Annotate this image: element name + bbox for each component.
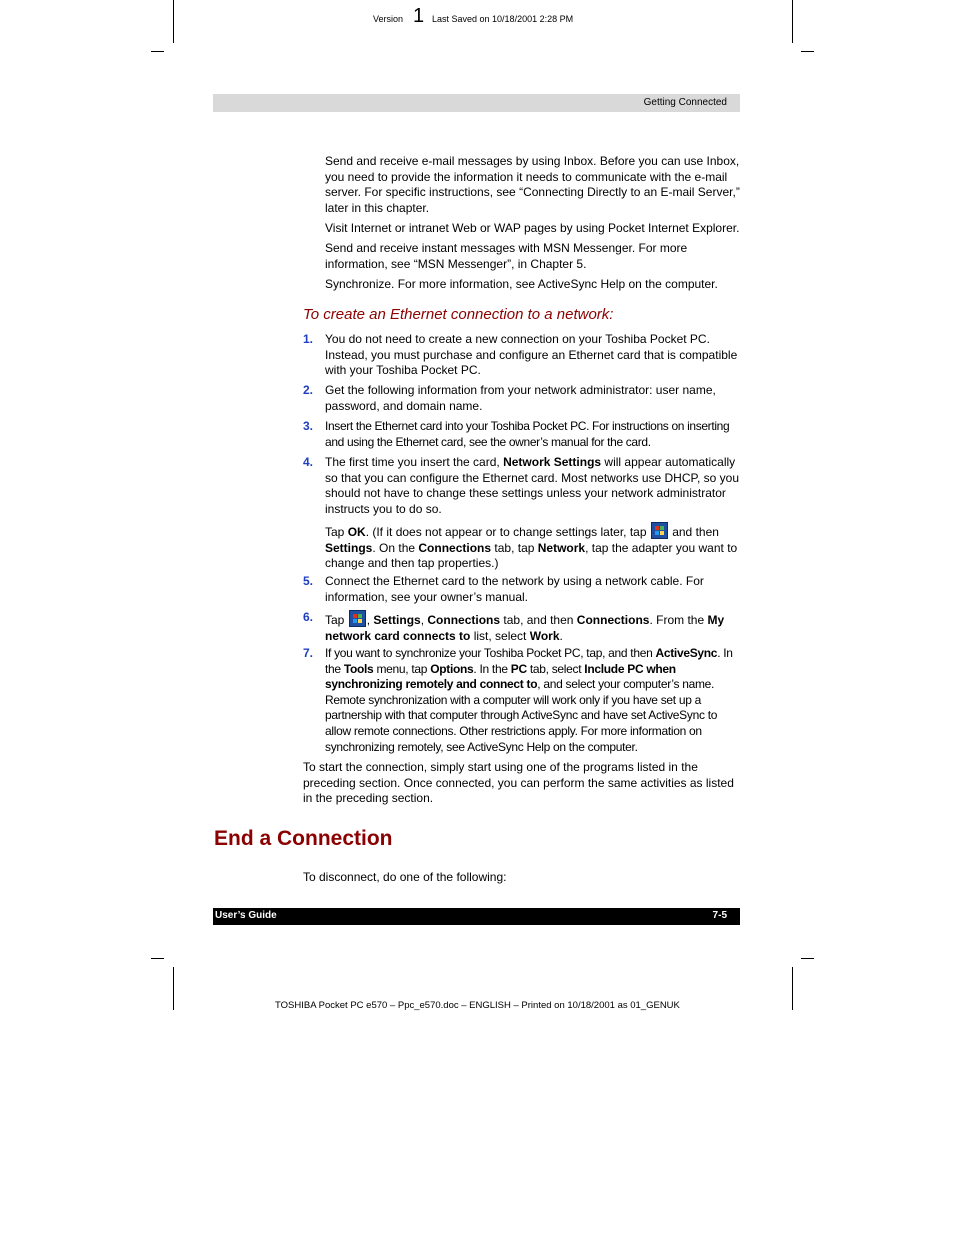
step-number: 2.	[303, 383, 314, 397]
last-saved: Last Saved on 10/18/2001 2:28 PM	[432, 14, 574, 24]
step-text: You do not need to create a new connection on your Toshiba Pocket PC. Instead, you must purchase and configure an Ethernet card that is compatible with your Toshiba Pocket PC.	[325, 332, 738, 378]
step-number: 4.	[303, 455, 314, 469]
windows-start-icon	[651, 522, 668, 539]
intro-item: Synchronize. For more information, see ActiveSync Help on the computer.	[325, 277, 718, 291]
step-number: 6.	[303, 610, 314, 624]
crop-mark	[792, 967, 793, 1010]
closing-paragraph: To start the connection, simply start using one of the programs listed in the preceding section. Once connected, you can perform the same activities as listed in the preceding section.	[303, 760, 734, 806]
windows-start-icon	[349, 610, 366, 627]
procedure-heading: To create an Ethernet connection to a network:	[303, 306, 614, 323]
crop-mark	[151, 958, 164, 959]
crop-mark	[151, 51, 164, 52]
step-text: The first time you insert the card, Network Settings will appear automatically so that you can configure the Ethernet card. Most networks use DHCP, so you should not have to change these settings unless your network administrator instructs you to do so.	[325, 455, 739, 516]
version-label: Version	[373, 14, 404, 24]
section-heading: End a Connection	[214, 827, 393, 850]
page-number: 7-5	[712, 910, 727, 921]
page-footer	[213, 908, 740, 925]
intro-item: Visit Internet or intranet Web or WAP pages by using Pocket Internet Explorer.	[325, 221, 740, 235]
step-text: If you want to synchronize your Toshiba Pocket PC, tap, and then ActiveSync. In the Tools menu, tap Options. In the PC tab, select Include PC when synchronizing remotely and connect to, and select your computer’s name. Remote synchronization with a computer will work only if you have set up a partnership with that computer through ActiveSync and have set ActiveSync to allow remote connections. Other restrictions apply. For more information on synchronizing remotely, see ActiveSync Help on the computer.	[325, 646, 733, 754]
crop-mark	[792, 0, 793, 43]
running-header	[213, 94, 740, 112]
print-info: TOSHIBA Pocket PC e570 – Ppc_e570.doc – ENGLISH – Printed on 10/18/2001 as 01_GENUK	[275, 1000, 680, 1011]
step-number: 5.	[303, 574, 314, 588]
step-text: Tap , Settings, Connections tab, and then Connections. From the My network card connects to list, select Work.	[325, 610, 740, 644]
intro-item: Send and receive e-mail messages by using Inbox. Before you can use Inbox, you need to provide the information it needs to communicate with the e-mail server. For specific instructions, see “Connecting Directly to an E-mail Server,” later in this chapter.	[325, 154, 740, 215]
intro-item: Send and receive instant messages with MSN Messenger. For more information, see “MSN Messenger”, in Chapter 5.	[325, 241, 688, 271]
step-number: 1.	[303, 332, 314, 346]
crop-mark	[801, 51, 814, 52]
version-number: 1	[413, 5, 425, 27]
step-number: 7.	[303, 646, 314, 660]
step-text: Insert the Ethernet card into your Toshiba Pocket PC. For instructions on inserting and using the Ethernet card, see the owner’s manual for the card.	[325, 419, 730, 449]
step-text: Tap OK. (If it does not appear or to change settings later, tap and then Settings. On the Connections tab, tap Network, tap the adapter you want to change and then tap properties.)	[325, 522, 740, 572]
header-section-title: Getting Connected	[643, 97, 727, 108]
crop-mark	[173, 0, 174, 43]
section-text: To disconnect, do one of the following:	[303, 870, 507, 884]
crop-mark	[173, 967, 174, 1010]
crop-mark	[801, 958, 814, 959]
step-number: 3.	[303, 419, 314, 433]
footer-guide-title: User’s Guide	[215, 910, 277, 921]
step-text: Connect the Ethernet card to the network by using a network cable. For information, see your owner’s manual.	[325, 574, 704, 604]
step-text: Get the following information from your network administrator: user name, password, and domain name.	[325, 383, 716, 413]
